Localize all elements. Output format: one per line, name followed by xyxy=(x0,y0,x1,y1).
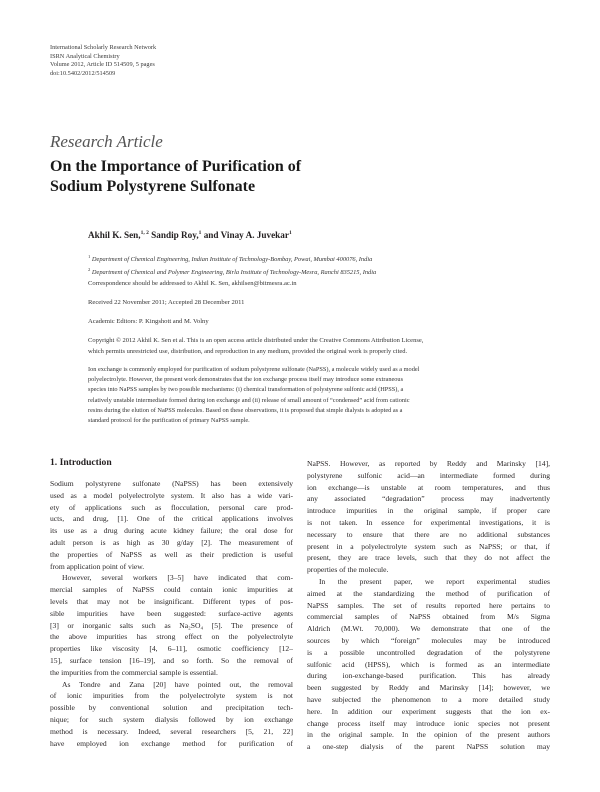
body-text-line: ety of applications such as flocculation, personal care prod- xyxy=(50,502,293,512)
body-text-line: As Tondre and Zana [20] have pointed out, the removal xyxy=(62,679,293,689)
received-dates: Received 22 November 2011; Accepted 28 December 2011 xyxy=(88,299,245,306)
body-text-line: properties of the molecule. xyxy=(307,565,389,575)
body-text-line: method is necessary. Indeed, several researchers [5, 21, 22] xyxy=(50,726,293,736)
body-text-line: sible impurities have been suggested: surface-active agents xyxy=(50,608,293,618)
body-text-line: NaPSS samples. The set of results reported here pertains to xyxy=(307,600,550,610)
body-text-line: However, several workers [3–5] have indicated that com- xyxy=(62,573,293,583)
license-line: which permits unrestricted use, distribution, and reproduction in any medium, provided the original work is properly cited. xyxy=(88,347,408,355)
author-affil-sup: 1 xyxy=(288,230,292,236)
author-name: and Vinay A. Juvekar xyxy=(203,230,289,241)
body-text-line: levels that may not be insignificant. Different types of pos- xyxy=(50,596,293,606)
body-text-line: the above impurities has strong effect on the polyelectrolyte xyxy=(50,632,293,642)
journal-header xyxy=(50,44,156,78)
license-line: Copyright © 2012 Akhil K. Sen et al. This is an open access article distributed under the Creative Commons Attribution License, xyxy=(88,337,424,344)
author-name: Akhil K. Sen, xyxy=(88,230,141,241)
body-text-line: sources by which “foreign” molecules may be introduced xyxy=(307,635,550,645)
correspondence: Correspondence should be addressed to Akhil K. Sen, akhilsen@bitmesra.ac.in xyxy=(88,280,297,287)
article-type: Research Article xyxy=(50,132,163,151)
abstract xyxy=(88,365,550,426)
body-text-line: change process itself may introduce ionic species not present xyxy=(307,718,550,728)
body-text-line: ion exchange—is unstable at room temperatures, and thus xyxy=(307,482,550,492)
affiliation: $^2$ Department of Chemical and Polymer Engineering, Birla Institute of Technology-Mesra, Ranchi 835215, India xyxy=(88,267,377,277)
body-text-line: its use as a drug during acute kidney failure; the oral dose for xyxy=(50,526,293,536)
body-text-line: present, they are trace levels, such that they do not affect the xyxy=(307,553,550,563)
abstract-line: species into NaPSS samples by two possible mechanisms: (i) chemical transformation of polystyrene sulfonic acid (HPSS), a xyxy=(88,386,404,394)
copyright-license xyxy=(88,336,550,357)
body-column-right xyxy=(307,458,550,753)
abstract-line: relatively unstable intermediate formed during ion exchange and (ii) release of small amount of “condensed” acid from cationic xyxy=(88,396,410,404)
body-text-line: any associated “degradation” process may inadvertently xyxy=(307,494,550,504)
body-text-line: Aldrich (M.Wt. 70,000). We demonstrate that one of the xyxy=(307,624,550,634)
body-text-line: present in a polyelectrolyte system such as NaPSS; or that, if xyxy=(307,541,550,551)
body-text-line: adult person is as high as 30 g/day [2]. The measurement of xyxy=(50,537,293,547)
body-text-line: NaPSS. However, as reported by Reddy and Marinsky [14], xyxy=(307,459,550,468)
body-text-line: in the original sample. In the opinion of the present authors xyxy=(307,730,550,740)
body-text-line: 15], surface tension [16–19], and so forth. So the removal of xyxy=(50,655,293,665)
body-text-line: polystyrene sulfonic acid—an intermediate formed during xyxy=(307,470,550,480)
author-affil-sup: 1 xyxy=(198,230,202,236)
body-column-left xyxy=(50,478,293,749)
author-list xyxy=(88,230,292,240)
body-text-line: is a possible uncontrolled degradation of the polystyrene xyxy=(307,647,550,657)
body-text-line: a one-step dialysis of the parent NaPSS solution may xyxy=(307,742,550,752)
abstract-line: standard protocol for the purification of primary NaPSS sample. xyxy=(88,417,250,425)
section-heading: 1. Introduction xyxy=(50,457,112,468)
body-text-line: ucts, and drug, [1]. One of the critical applications involves xyxy=(50,514,293,524)
body-text-line: properties like viscosity [4, 6–11], osmotic coefficiency [12– xyxy=(50,644,293,654)
body-text-line: In the present paper, we report experimental studies xyxy=(319,576,550,586)
body-text-line: possible by conventional solution and precipitation tech- xyxy=(50,703,293,713)
body-text-line: have employed ion exchange method for purification of xyxy=(50,738,293,748)
body-text-line: of ionic impurities from the polyelectrolyte system is not xyxy=(50,691,293,701)
journal-name: ISRN Analytical Chemistry xyxy=(50,52,120,60)
body-text-line: commercial samples of NaPSS obtained from M/s Sigma xyxy=(307,612,550,622)
body-text-line: have subjected the phenomenon to a more detailed study xyxy=(307,694,550,704)
body-text-line: used as a model polyelectrolyte system. It also has a wide vari- xyxy=(50,490,293,500)
affiliations xyxy=(88,252,376,278)
body-text-line: Sodium polystyrene sulfonate (NaPSS) has been extensively xyxy=(50,479,293,488)
body-text-line: the properties of NaPSS as well as their prediction is useful xyxy=(50,549,293,559)
author-name: Sandip Roy, xyxy=(151,230,199,241)
affiliation: $^1$ Department of Chemical Engineering, Indian Institute of Technology-Bombay, Powai, Mumbai 400076, India xyxy=(88,254,373,264)
abstract-line: polyelectrolyte. However, the present work demonstrates that the ion exchange process itself may introduce some extraneous xyxy=(88,376,404,384)
body-text-line: aimed at the standardizing the method of purification of xyxy=(307,588,550,598)
journal-volume: Volume 2012, Article ID 514509, 5 pages xyxy=(50,61,155,69)
body-text-line: nique; for such system dialysis followed by ion exchange xyxy=(50,714,293,724)
abstract-line: resins during the elution of NaPSS molecules. Based on these observations, it is proposed that simple dialysis is adopted as a xyxy=(88,406,403,414)
article-title xyxy=(50,157,301,197)
body-text-line: been suggested by Reddy and Marinsky [14]; however, we xyxy=(307,683,550,693)
journal-network: International Scholarly Research Network xyxy=(50,44,157,51)
body-text-line: the impurities from the commercial sample is essential. xyxy=(50,667,218,677)
abstract-line: Ion exchange is commonly employed for purification of sodium polystyrene sulfonate (NaPSS), a molecule widely used as a model xyxy=(88,366,420,373)
body-text-line: [3] or inorganic salts such as Na₂SO₄ [5]. The presence of xyxy=(50,620,293,630)
body-text-line: is not taken. In essence for experimental investigations, it is xyxy=(307,517,550,527)
author-affil-sup: 1, 2 xyxy=(140,230,149,236)
title-line: On the Importance of Purification of xyxy=(50,158,302,175)
journal-doi[interactable]: doi:10.5402/2012/514509 xyxy=(50,69,116,77)
body-text-line: introduce impurities in the original sample, if proper care xyxy=(307,506,550,516)
body-text-line: necessary to ensure that there are no additional substances xyxy=(307,529,550,539)
academic-editors: Academic Editors: P. Kingshott and M. Volny xyxy=(88,318,209,325)
body-text-line: mercial samples of NaPSS could contain ionic impurities at xyxy=(50,585,293,595)
body-text-line: here. In addition our experiment suggests that the ion ex- xyxy=(307,706,550,716)
body-text-line: sulfonic acid (HPSS), which is formed as an intermediate xyxy=(307,659,550,669)
body-text-line: during ion-exchange-based purification. This has already xyxy=(307,671,550,681)
title-line: Sodium Polystyrene Sulfonate xyxy=(50,178,256,195)
body-text-line: from application point of view. xyxy=(50,561,145,571)
